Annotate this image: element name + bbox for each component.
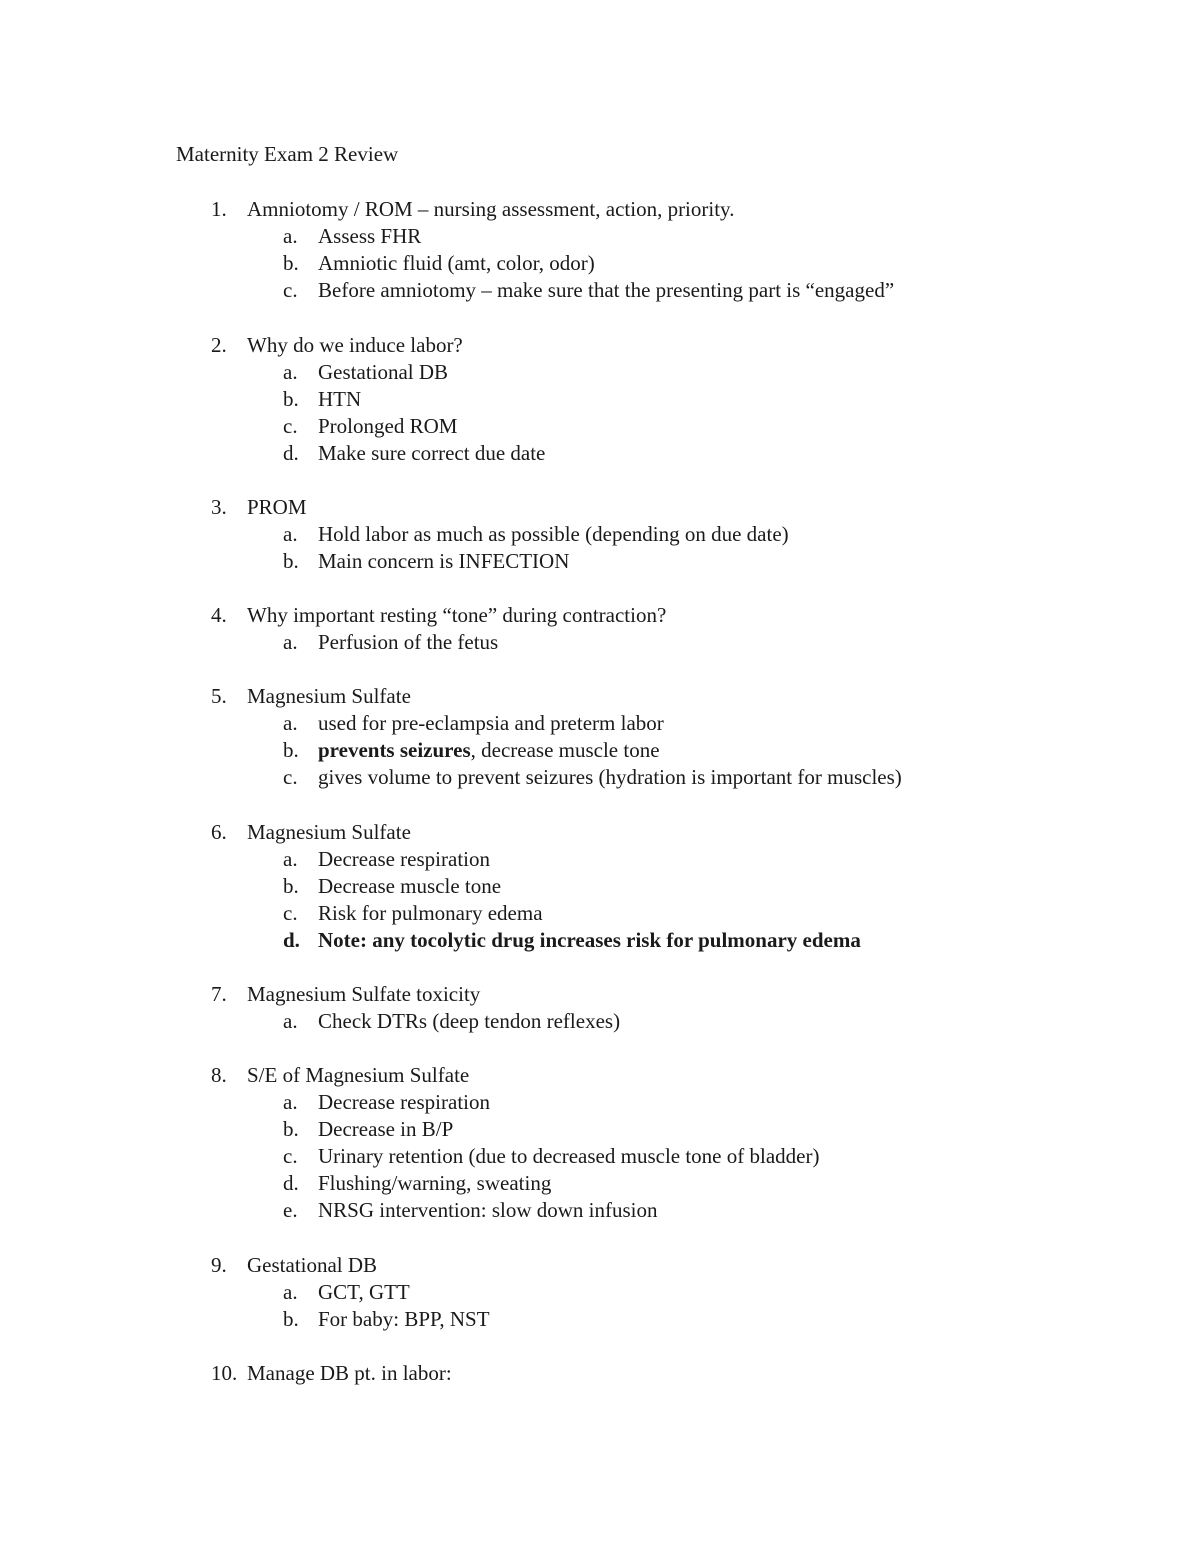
question-text: Magnesium Sulfate (247, 820, 411, 844)
sub-item-letter: b. (283, 874, 299, 898)
sub-item-letter: c. (283, 901, 298, 925)
question-number: 1. (211, 197, 227, 221)
document-title: Maternity Exam 2 Review (176, 142, 399, 166)
sub-item-text: Gestational DB (318, 360, 449, 384)
sub-item-text: Prolonged ROM (318, 414, 458, 438)
question-number: 6. (211, 820, 227, 844)
sub-item-text: Make sure correct due date (318, 441, 546, 465)
question-text: Why important resting “tone” during contraction? (247, 603, 667, 627)
question-text: Amniotomy / ROM – nursing assessment, action, priority. (247, 197, 735, 221)
sub-item-text: Decrease respiration (318, 1090, 490, 1114)
sub-item-letter: c. (283, 414, 298, 438)
question-number: 2. (211, 333, 227, 357)
sub-item-text: Main concern is INFECTION (318, 549, 570, 573)
sub-item-letter: b. (283, 1307, 299, 1331)
question-text: Magnesium Sulfate toxicity (247, 982, 481, 1006)
sub-item-letter: a. (283, 360, 298, 384)
sub-item-text: Decrease respiration (318, 847, 490, 871)
sub-item-text: gives volume to prevent seizures (hydration is important for muscles) (318, 765, 902, 789)
sub-item-text: Note: any tocolytic drug increases risk for pulmonary edema (318, 928, 861, 952)
question-number: 5. (211, 684, 227, 708)
sub-item-letter: b. (283, 549, 299, 573)
sub-item-text: Decrease muscle tone (318, 874, 502, 898)
question-text: Gestational DB (247, 1253, 378, 1277)
sub-item-letter: b. (283, 1117, 299, 1141)
question-number: 10. (211, 1361, 238, 1385)
sub-item-letter: e. (283, 1198, 298, 1222)
sub-item-letter: b. (283, 387, 299, 411)
sub-item-text: Urinary retention (due to decreased muscle tone of bladder) (318, 1144, 820, 1168)
sub-item-letter: a. (283, 1280, 298, 1304)
sub-item-text: used for pre-eclampsia and preterm labor (318, 711, 664, 735)
question-number: 9. (211, 1253, 227, 1277)
sub-item-text: Check DTRs (deep tendon reflexes) (318, 1009, 621, 1033)
question-text: Why do we induce labor? (247, 333, 463, 357)
sub-item-letter: a. (283, 522, 298, 546)
question-number: 7. (211, 982, 227, 1006)
sub-item-letter: d. (283, 928, 300, 952)
sub-item-letter: d. (283, 441, 299, 465)
question-number: 8. (211, 1063, 227, 1087)
sub-item-letter: a. (283, 1090, 298, 1114)
sub-item-text: Amniotic fluid (amt, color, odor) (318, 251, 595, 275)
sub-item-letter: a. (283, 847, 298, 871)
sub-item-letter: b. (283, 251, 299, 275)
sub-item-text (318, 737, 660, 764)
sub-item-letter: a. (283, 630, 298, 654)
sub-item-text: Assess FHR (318, 224, 422, 248)
sub-item-letter: b. (283, 738, 299, 762)
emphasis-text: prevents seizures (318, 738, 471, 762)
sub-item-text: Decrease in B/P (318, 1117, 454, 1141)
sub-item-text: Risk for pulmonary edema (318, 901, 543, 925)
sub-item-text: Hold labor as much as possible (depending on due date) (318, 522, 789, 546)
sub-item-text: Before amniotomy – make sure that the presenting part is “engaged” (318, 278, 895, 302)
sub-item-text: For baby: BPP, NST (318, 1307, 490, 1331)
sub-item-letter: c. (283, 278, 298, 302)
question-text: Magnesium Sulfate (247, 684, 411, 708)
question-number: 3. (211, 495, 227, 519)
question-text: PROM (247, 495, 307, 519)
sub-item-letter: a. (283, 711, 298, 735)
question-text: Manage DB pt. in labor: (247, 1361, 452, 1385)
sub-item-letter: c. (283, 1144, 298, 1168)
sub-item-text: Flushing/warning, sweating (318, 1171, 552, 1195)
sub-item-text: HTN (318, 387, 362, 411)
sub-item-text: NRSG intervention: slow down infusion (318, 1198, 658, 1222)
sub-item-text: GCT, GTT (318, 1280, 410, 1304)
sub-item-rest-text: , decrease muscle tone (470, 738, 660, 762)
sub-item-text: Perfusion of the fetus (318, 630, 499, 654)
question-number: 4. (211, 603, 227, 627)
question-text: S/E of Magnesium Sulfate (247, 1063, 470, 1087)
sub-item-letter: a. (283, 1009, 298, 1033)
sub-item-letter: a. (283, 224, 298, 248)
sub-item-letter: d. (283, 1171, 299, 1195)
sub-item-letter: c. (283, 765, 298, 789)
